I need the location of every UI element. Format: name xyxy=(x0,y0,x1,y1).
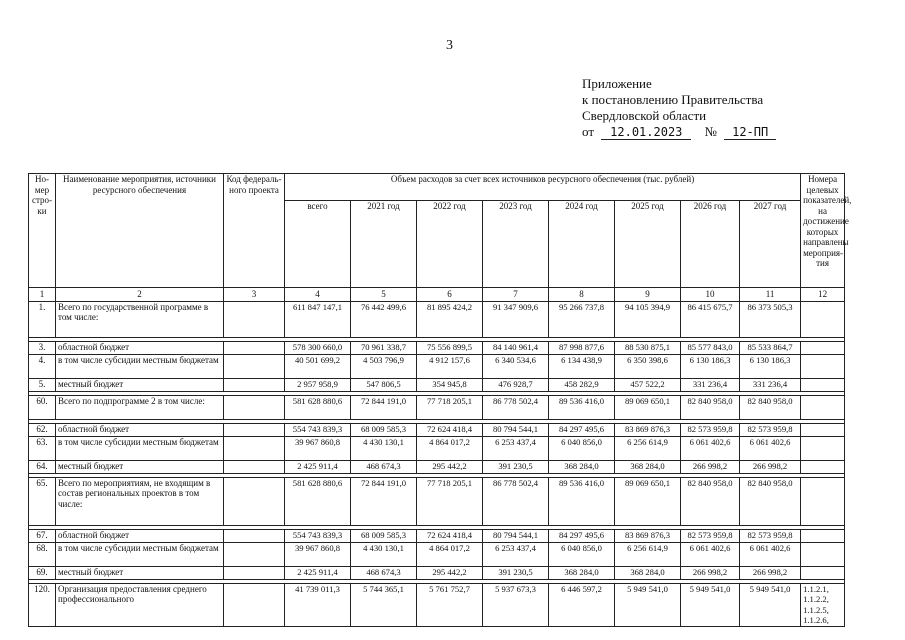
header-volume-group: Объем расходов за счет всех источников ресурсного обеспечения (тыс. рублей) xyxy=(285,174,801,201)
row-year-value: 5 761 752,7 xyxy=(417,583,483,626)
row-name: в том числе субсидии местным бюджетам xyxy=(56,542,224,566)
row-year-value: 83 869 876,3 xyxy=(615,423,681,436)
row-year-value: 94 105 394,9 xyxy=(615,301,681,337)
row-year-value: 82 840 958,0 xyxy=(740,395,801,419)
row-year-value: 6 130 186,3 xyxy=(740,354,801,378)
row-project-code xyxy=(224,378,285,391)
header-total: всего xyxy=(285,201,351,288)
row-project-code xyxy=(224,436,285,460)
page-number: 3 xyxy=(446,38,453,53)
row-total-value: 2 425 911,4 xyxy=(285,566,351,579)
row-year-value: 82 573 959,8 xyxy=(740,423,801,436)
row-year-value: 6 340 534,6 xyxy=(483,354,549,378)
column-number: 8 xyxy=(549,288,615,302)
row-target-indicators xyxy=(801,341,845,354)
row-year-value: 6 061 402,6 xyxy=(681,436,740,460)
row-year-value: 476 928,7 xyxy=(483,378,549,391)
row-target-indicators: 1.1.2.1, 1.1.2.2, 1.1.2.5, 1.1.2.6, xyxy=(801,583,845,626)
row-year-value: 5 937 673,3 xyxy=(483,583,549,626)
header-year: 2022 год xyxy=(417,201,483,288)
row-year-value: 266 998,2 xyxy=(681,460,740,473)
table-body xyxy=(29,301,845,626)
row-year-value: 6 446 597,2 xyxy=(549,583,615,626)
row-year-value: 468 674,3 xyxy=(351,460,417,473)
row-year-value: 86 778 502,4 xyxy=(483,395,549,419)
row-year-value: 89 536 416,0 xyxy=(549,477,615,525)
row-year-value: 368 284,0 xyxy=(549,566,615,579)
table-row xyxy=(29,436,845,460)
row-year-value: 6 253 437,4 xyxy=(483,542,549,566)
row-year-value: 72 624 418,4 xyxy=(417,423,483,436)
row-number: 69. xyxy=(29,566,56,579)
budget-table xyxy=(28,173,852,627)
row-project-code xyxy=(224,460,285,473)
row-year-value: 84 140 961,4 xyxy=(483,341,549,354)
row-year-value: 368 284,0 xyxy=(615,566,681,579)
row-total-value: 554 743 839,3 xyxy=(285,423,351,436)
row-number: 3. xyxy=(29,341,56,354)
row-year-value: 5 949 541,0 xyxy=(615,583,681,626)
row-year-value: 82 840 958,0 xyxy=(740,477,801,525)
row-year-value: 70 961 338,7 xyxy=(351,341,417,354)
row-target-indicators xyxy=(801,460,845,473)
row-year-value: 68 009 585,3 xyxy=(351,423,417,436)
column-number: 7 xyxy=(483,288,549,302)
row-year-value: 82 573 959,8 xyxy=(740,529,801,542)
row-year-value: 368 284,0 xyxy=(549,460,615,473)
row-year-value: 6 040 856,0 xyxy=(549,542,615,566)
row-year-value: 82 573 959,8 xyxy=(681,423,740,436)
table-row xyxy=(29,583,845,626)
row-year-value: 4 430 130,1 xyxy=(351,542,417,566)
column-number: 9 xyxy=(615,288,681,302)
row-year-value: 87 998 877,6 xyxy=(549,341,615,354)
row-year-value: 458 282,9 xyxy=(549,378,615,391)
table-row xyxy=(29,354,845,378)
row-year-value: 72 844 191,0 xyxy=(351,477,417,525)
table-row xyxy=(29,566,845,579)
row-total-value: 581 628 880,6 xyxy=(285,477,351,525)
row-year-value: 95 266 737,8 xyxy=(549,301,615,337)
table-row xyxy=(29,477,845,525)
row-name: Организация предоставления среднего профессионального xyxy=(56,583,224,626)
row-year-value: 266 998,2 xyxy=(740,460,801,473)
row-number: 68. xyxy=(29,542,56,566)
row-year-value: 89 536 416,0 xyxy=(549,395,615,419)
row-total-value: 2 957 958,9 xyxy=(285,378,351,391)
row-year-value: 391 230,5 xyxy=(483,566,549,579)
table-row xyxy=(29,395,845,419)
row-year-value: 82 840 958,0 xyxy=(681,395,740,419)
row-year-value: 6 130 186,3 xyxy=(681,354,740,378)
row-year-value: 5 949 541,0 xyxy=(740,583,801,626)
row-year-value: 82 840 958,0 xyxy=(681,477,740,525)
row-target-indicators xyxy=(801,529,845,542)
header-year: 2024 год xyxy=(549,201,615,288)
row-year-value: 331 236,4 xyxy=(740,378,801,391)
row-number: 5. xyxy=(29,378,56,391)
appendix-region-line: Свердловской области xyxy=(582,108,707,123)
column-number: 6 xyxy=(417,288,483,302)
column-number: 1 xyxy=(29,288,56,302)
column-number: 5 xyxy=(351,288,417,302)
row-year-value: 6 061 402,6 xyxy=(740,542,801,566)
row-year-value: 86 373 505,3 xyxy=(740,301,801,337)
decree-number: 12-ПП xyxy=(724,125,776,140)
row-year-value: 331 236,4 xyxy=(681,378,740,391)
row-year-value: 5 949 541,0 xyxy=(681,583,740,626)
header-code: Код федераль-ного проекта xyxy=(224,174,285,288)
row-name: Всего по подпрограмме 2 в том числе: xyxy=(56,395,224,419)
row-year-value: 4 430 130,1 xyxy=(351,436,417,460)
row-year-value: 5 744 365,1 xyxy=(351,583,417,626)
row-number: 1. xyxy=(29,301,56,337)
header-year: 2025 год xyxy=(615,201,681,288)
row-year-value: 89 069 650,1 xyxy=(615,477,681,525)
header-year: 2023 год xyxy=(483,201,549,288)
row-year-value: 76 442 499,6 xyxy=(351,301,417,337)
column-number: 4 xyxy=(285,288,351,302)
row-year-value: 68 009 585,3 xyxy=(351,529,417,542)
row-name: местный бюджет xyxy=(56,460,224,473)
table-row xyxy=(29,301,845,337)
row-name: областной бюджет xyxy=(56,423,224,436)
row-total-value: 39 967 860,8 xyxy=(285,542,351,566)
row-year-value: 83 869 876,3 xyxy=(615,529,681,542)
appendix-decree-line: к постановлению Правительства xyxy=(582,92,764,107)
row-total-value: 41 739 011,3 xyxy=(285,583,351,626)
row-project-code xyxy=(224,341,285,354)
row-year-value: 82 573 959,8 xyxy=(681,529,740,542)
row-year-value: 86 415 675,7 xyxy=(681,301,740,337)
row-year-value: 85 533 864,7 xyxy=(740,341,801,354)
table-row xyxy=(29,460,845,473)
table-row xyxy=(29,529,845,542)
row-project-code xyxy=(224,566,285,579)
column-number: 2 xyxy=(56,288,224,302)
row-target-indicators xyxy=(801,395,845,419)
row-name: в том числе субсидии местным бюджетам xyxy=(56,436,224,460)
row-name: Всего по мероприятиям, не входящим в состав региональных проектов в том числе: xyxy=(56,477,224,525)
row-number: 4. xyxy=(29,354,56,378)
row-target-indicators xyxy=(801,301,845,337)
column-number: 3 xyxy=(224,288,285,302)
row-name: местный бюджет xyxy=(56,566,224,579)
row-year-value: 4 864 017,2 xyxy=(417,542,483,566)
row-year-value: 295 442,2 xyxy=(417,566,483,579)
row-year-value: 6 061 402,6 xyxy=(740,436,801,460)
row-target-indicators xyxy=(801,354,845,378)
row-year-value: 75 556 899,5 xyxy=(417,341,483,354)
row-year-value: 391 230,5 xyxy=(483,460,549,473)
row-target-indicators xyxy=(801,378,845,391)
row-project-code xyxy=(224,583,285,626)
row-project-code xyxy=(224,354,285,378)
table-row xyxy=(29,423,845,436)
row-project-code xyxy=(224,529,285,542)
row-number: 60. xyxy=(29,395,56,419)
row-target-indicators xyxy=(801,477,845,525)
row-year-value: 6 253 437,4 xyxy=(483,436,549,460)
row-target-indicators xyxy=(801,423,845,436)
row-number: 120. xyxy=(29,583,56,626)
appendix-title: Приложение xyxy=(582,76,652,91)
row-year-value: 266 998,2 xyxy=(681,566,740,579)
column-number: 12 xyxy=(801,288,845,302)
row-year-value: 4 503 796,9 xyxy=(351,354,417,378)
column-number: 11 xyxy=(740,288,801,302)
row-year-value: 4 864 017,2 xyxy=(417,436,483,460)
row-project-code xyxy=(224,477,285,525)
row-year-value: 91 347 909,6 xyxy=(483,301,549,337)
row-total-value: 554 743 839,3 xyxy=(285,529,351,542)
header-year: 2026 год xyxy=(681,201,740,288)
row-name: в том числе субсидии местным бюджетам xyxy=(56,354,224,378)
appendix-header xyxy=(582,76,776,140)
row-year-value: 547 806,5 xyxy=(351,378,417,391)
row-number: 62. xyxy=(29,423,56,436)
column-numbers-row xyxy=(29,288,845,302)
row-project-code xyxy=(224,542,285,566)
row-year-value: 80 794 544,1 xyxy=(483,423,549,436)
row-name: местный бюджет xyxy=(56,378,224,391)
row-year-value: 72 844 191,0 xyxy=(351,395,417,419)
row-year-value: 4 912 157,6 xyxy=(417,354,483,378)
row-year-value: 77 718 205,1 xyxy=(417,477,483,525)
row-year-value: 6 256 614,9 xyxy=(615,436,681,460)
row-target-indicators xyxy=(801,436,845,460)
row-year-value: 468 674,3 xyxy=(351,566,417,579)
row-total-value: 581 628 880,6 xyxy=(285,395,351,419)
row-number: 67. xyxy=(29,529,56,542)
row-year-value: 84 297 495,6 xyxy=(549,529,615,542)
row-total-value: 2 425 911,4 xyxy=(285,460,351,473)
row-year-value: 77 718 205,1 xyxy=(417,395,483,419)
row-year-value: 457 522,2 xyxy=(615,378,681,391)
row-target-indicators xyxy=(801,566,845,579)
row-year-value: 81 895 424,2 xyxy=(417,301,483,337)
row-year-value: 88 530 875,1 xyxy=(615,341,681,354)
header-year: 2027 год xyxy=(740,201,801,288)
row-target-indicators xyxy=(801,542,845,566)
row-total-value: 39 967 860,8 xyxy=(285,436,351,460)
row-year-value: 368 284,0 xyxy=(615,460,681,473)
header-name: Наименование мероприятия, источники ресурсного обеспечения xyxy=(56,174,224,288)
column-number: 10 xyxy=(681,288,740,302)
row-total-value: 40 501 699,2 xyxy=(285,354,351,378)
row-project-code xyxy=(224,301,285,337)
row-year-value: 6 040 856,0 xyxy=(549,436,615,460)
decree-date: 12.01.2023 xyxy=(601,125,691,140)
row-name: областной бюджет xyxy=(56,529,224,542)
row-year-value: 80 794 544,1 xyxy=(483,529,549,542)
row-year-value: 85 577 843,0 xyxy=(681,341,740,354)
row-name: областной бюджет xyxy=(56,341,224,354)
table-row xyxy=(29,341,845,354)
row-year-value: 84 297 495,6 xyxy=(549,423,615,436)
row-year-value: 6 350 398,6 xyxy=(615,354,681,378)
header-row-number: Но-мер стро-ки xyxy=(29,174,56,288)
row-number: 63. xyxy=(29,436,56,460)
row-year-value: 266 998,2 xyxy=(740,566,801,579)
row-year-value: 6 061 402,6 xyxy=(681,542,740,566)
row-name: Всего по государственной программе в том числе: xyxy=(56,301,224,337)
appendix-date-line xyxy=(582,124,776,140)
row-year-value: 6 256 614,9 xyxy=(615,542,681,566)
row-year-value: 295 442,2 xyxy=(417,460,483,473)
row-project-code xyxy=(224,423,285,436)
row-number: 64. xyxy=(29,460,56,473)
row-total-value: 578 300 660,0 xyxy=(285,341,351,354)
row-total-value: 611 847 147,1 xyxy=(285,301,351,337)
header-year: 2021 год xyxy=(351,201,417,288)
date-label: от xyxy=(582,124,595,139)
row-year-value: 72 624 418,4 xyxy=(417,529,483,542)
row-year-value: 86 778 502,4 xyxy=(483,477,549,525)
header-indicators: Номера целевых показателей, на достижение которых направлены мероприя-тия xyxy=(801,174,845,288)
row-number: 65. xyxy=(29,477,56,525)
row-project-code xyxy=(224,395,285,419)
number-label: № xyxy=(704,124,717,139)
row-year-value: 6 134 438,9 xyxy=(549,354,615,378)
row-year-value: 354 945,8 xyxy=(417,378,483,391)
table-row xyxy=(29,378,845,391)
row-year-value: 89 069 650,1 xyxy=(615,395,681,419)
table-row xyxy=(29,542,845,566)
